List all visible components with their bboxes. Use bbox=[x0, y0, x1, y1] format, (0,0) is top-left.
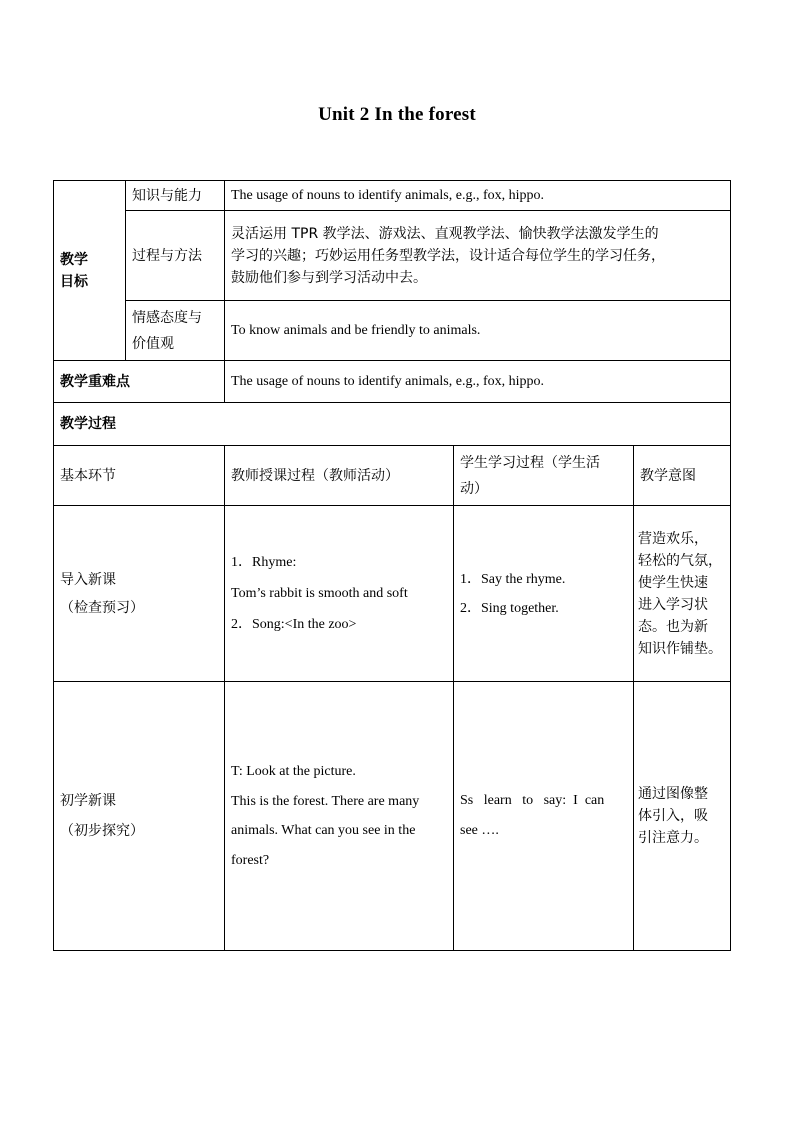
header-teacher: 教师授课过程（教师活动） bbox=[225, 446, 454, 506]
emotion-label-line1: 情感态度与 bbox=[132, 309, 202, 326]
objectives-process-row bbox=[54, 211, 731, 301]
intent-line: 营造欢乐， bbox=[638, 530, 708, 547]
teacher-line: 1．Rhyme: bbox=[231, 555, 297, 570]
emotion-content: To know animals and be friendly to animals. bbox=[225, 301, 731, 361]
process-section-label: 教学过程 bbox=[54, 403, 731, 446]
student-line: Ss learn to say: I can bbox=[460, 793, 605, 808]
stage-cell bbox=[54, 506, 225, 682]
lesson-plan-table bbox=[53, 180, 731, 951]
knowledge-label: 知识与能力 bbox=[126, 181, 225, 211]
process-line-3: 鼓励他们参与到学习活动中去。 bbox=[231, 269, 427, 286]
header-student bbox=[454, 446, 634, 506]
teacher-activity-cell bbox=[225, 682, 454, 951]
process-line-1: 灵活运用 TPR 教学法、游戏法、直观教学法、愉快教学法激发学生的 bbox=[231, 225, 659, 242]
stage-cell bbox=[54, 682, 225, 951]
intent-cell bbox=[634, 682, 731, 951]
header-intent: 教学意图 bbox=[634, 446, 731, 506]
intent-line: 引注意力。 bbox=[638, 830, 708, 846]
stage-line2: （初步探究） bbox=[60, 823, 144, 839]
intent-line: 知识作铺垫。 bbox=[638, 640, 722, 657]
intent-line: 轻松的气氛， bbox=[638, 552, 722, 569]
key-points-row bbox=[54, 361, 731, 403]
process-content bbox=[225, 211, 731, 301]
teacher-line: T: Look at the picture. bbox=[231, 764, 356, 779]
objectives-label-line1: 教学 bbox=[60, 251, 88, 268]
table-row bbox=[54, 506, 731, 682]
header-student-line1: 学生学习过程（学生活 bbox=[460, 454, 600, 471]
teacher-line: Tom’s rabbit is smooth and soft bbox=[231, 586, 408, 601]
key-points-label: 教学重难点 bbox=[54, 361, 225, 403]
teacher-line: forest? bbox=[231, 852, 270, 868]
stage-line2: （检查预习） bbox=[60, 599, 144, 616]
process-label: 过程与方法 bbox=[126, 211, 225, 301]
table-row bbox=[54, 682, 731, 951]
student-line: 2．Sing together. bbox=[460, 600, 559, 616]
stage-line1: 导入新课 bbox=[60, 571, 116, 588]
objectives-label-line2: 目标 bbox=[60, 273, 88, 290]
intent-cell bbox=[634, 506, 731, 682]
objectives-knowledge-row bbox=[54, 181, 731, 211]
intent-line: 态。也为新 bbox=[638, 618, 708, 635]
intent-line: 通过图像整 bbox=[638, 786, 708, 802]
emotion-label-line2: 价值观 bbox=[132, 335, 174, 352]
intent-line: 使学生快速 bbox=[638, 574, 708, 591]
header-stage: 基本环节 bbox=[54, 446, 225, 506]
teacher-line: 2．Song:<In the zoo> bbox=[231, 617, 357, 632]
objectives-emotion-row bbox=[54, 301, 731, 361]
header-student-line2: 动） bbox=[460, 480, 488, 497]
intent-line: 进入学习状 bbox=[638, 596, 708, 613]
process-section-row bbox=[54, 403, 731, 446]
student-line: 1．Say the rhyme. bbox=[460, 571, 566, 587]
student-activity-cell bbox=[454, 506, 634, 682]
stage-line1: 初学新课 bbox=[60, 793, 116, 809]
document-title: Unit 2 In the forest bbox=[318, 104, 476, 125]
teacher-activity-cell bbox=[225, 506, 454, 682]
student-line: see …. bbox=[460, 823, 499, 838]
teacher-line: This is the forest. There are many bbox=[231, 793, 420, 809]
knowledge-content: The usage of nouns to identify animals, e.g., fox, hippo. bbox=[225, 181, 731, 211]
objectives-label-cell bbox=[54, 181, 126, 361]
process-line-2: 学习的兴趣；巧妙运用任务型教学法，设计适合每位学生的学习任务， bbox=[231, 247, 665, 264]
intent-line: 体引入，吸 bbox=[638, 808, 708, 824]
student-activity-cell bbox=[454, 682, 634, 951]
emotion-label bbox=[126, 301, 225, 361]
column-header-row bbox=[54, 446, 731, 506]
teacher-line: animals. What can you see in the bbox=[231, 823, 416, 838]
key-points-content: The usage of nouns to identify animals, e.g., fox, hippo. bbox=[225, 361, 731, 403]
